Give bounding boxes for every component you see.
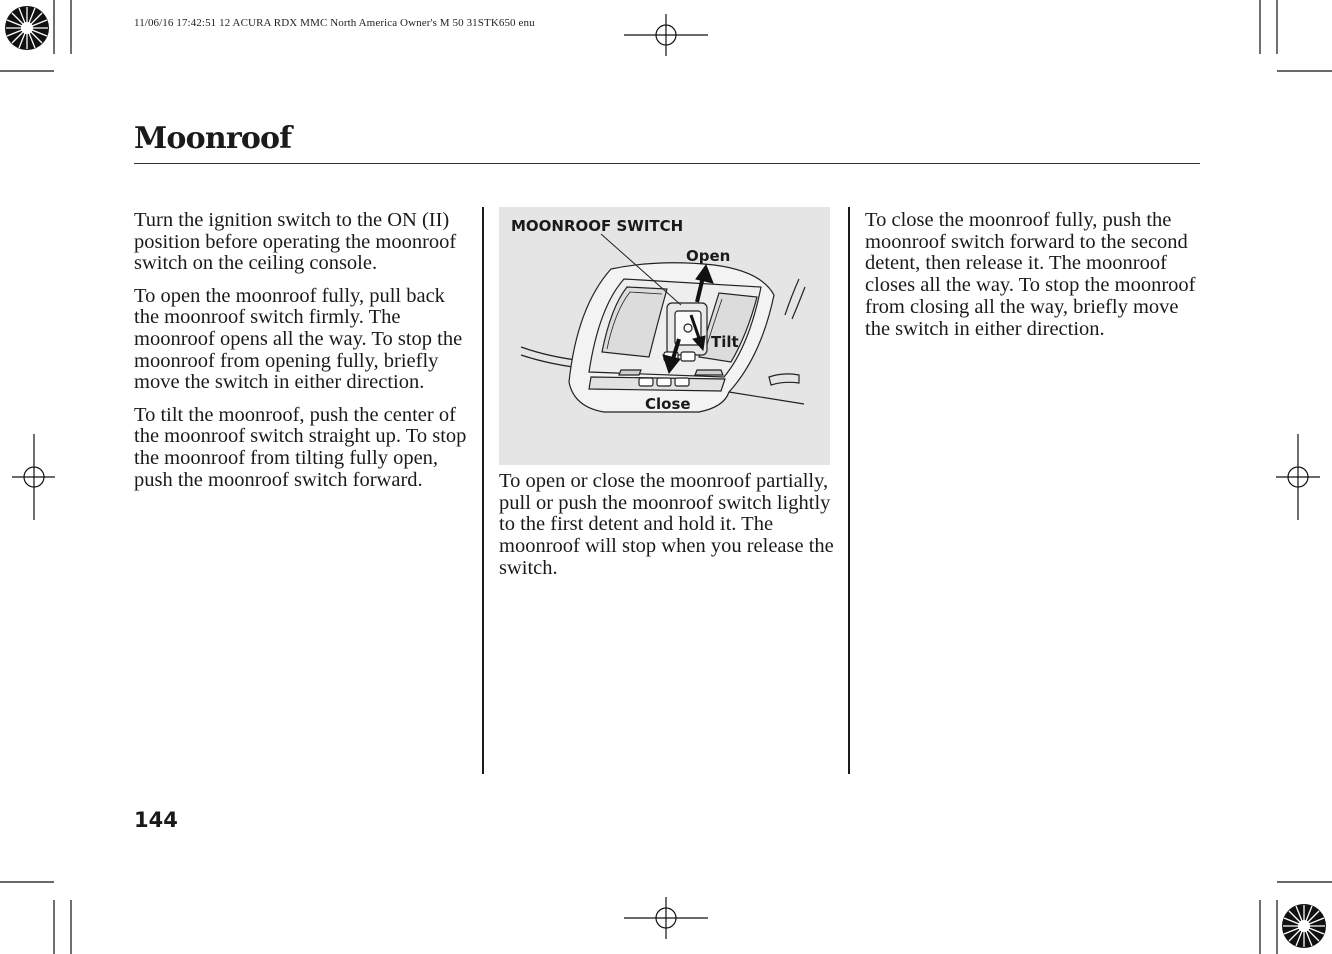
moonroof-switch-figure xyxy=(499,207,830,465)
moonroof-console-illustration xyxy=(499,207,830,465)
paragraph: To close the moonroof fully, push the moonroof switch forward to the second detent, then release it. The moonroof closes all the way. To stop the moonroof from closing all the way, briefly move the switch in either direction. xyxy=(865,209,1196,340)
column-divider xyxy=(848,207,850,774)
print-slug: 11/06/16 17:42:51 12 ACURA RDX MMC North America Owner's M 50 31STK650 enu xyxy=(134,17,535,29)
column-2 xyxy=(499,471,834,590)
label-open: Open xyxy=(686,247,731,265)
label-tilt: Tilt xyxy=(711,333,739,351)
column-3 xyxy=(865,210,1205,351)
label-close: Close xyxy=(645,395,691,413)
paragraph: To open the moonroof fully, pull back the moonroof switch firmly. The moonroof opens all the way. To stop the moonroof from opening fully, briefly move the switch in either direction. xyxy=(134,284,463,394)
title-rule xyxy=(134,163,1200,164)
page-number: 144 xyxy=(134,808,178,832)
paragraph: To tilt the moonroof, push the center of the moonroof switch straight up. To stop the moonroof from tilting fully open, push the moonroof switch forward. xyxy=(134,403,467,491)
column-divider xyxy=(482,207,484,774)
figure-caption: MOONROOF SWITCH xyxy=(511,217,684,235)
paragraph: Turn the ignition switch to the ON (II) position before operating the moonroof switch on the ceiling console. xyxy=(134,209,457,275)
column-1 xyxy=(134,210,474,502)
paragraph: To open or close the moonroof partially, pull or push the moonroof switch lightly to the first detent and hold it. The moonroof will stop when you release the switch. xyxy=(499,470,834,579)
page-title: Moonroof xyxy=(134,121,292,156)
